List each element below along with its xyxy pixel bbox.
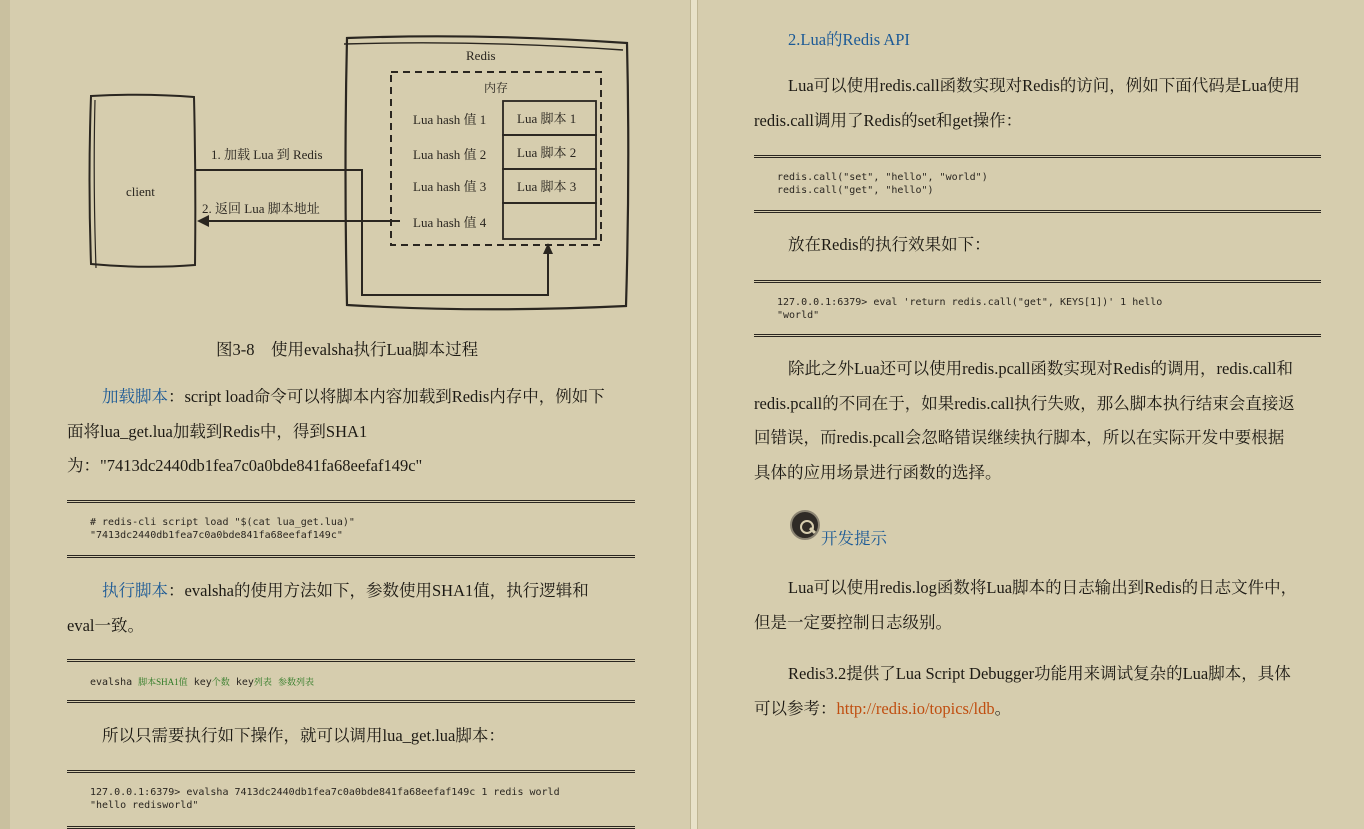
- effect-paragraph: 放在Redis的执行效果如下：: [788, 235, 991, 254]
- debugger-paragraph: Redis3.2提供了Lua Script Debugger功能用来调试复杂的Lua脚本，具体 可以参考：http://redis.io/topics/ldb。: [754, 664, 1291, 718]
- exec-script-term: 执行脚本: [102, 581, 168, 600]
- redis-label: Redis: [466, 48, 496, 63]
- script-cell-4: [503, 203, 596, 239]
- memory-label: 内存: [484, 81, 509, 95]
- exec-script-paragraph: 执行脚本：evalsha的使用方法如下，参数使用SHA1值，执行逻辑和 eval一致。: [67, 581, 589, 635]
- arrow-return-label: 2. 返回 Lua 脚本地址: [202, 201, 320, 216]
- code-block-redis-call: redis.call("set", "hello", "world") redis.call("get", "hello"): [754, 155, 1321, 213]
- redis-log-paragraph: Lua可以使用redis.log函数将Lua脚本的日志输出到Redis的日志文件中， 但是一定要控制日志级别。: [754, 578, 1298, 632]
- client-box: [90, 95, 196, 267]
- script-label-1: Lua 脚本 1: [517, 111, 577, 126]
- evalsha-diagram: [0, 0, 690, 325]
- dev-tip-title: 开发提示: [821, 529, 887, 548]
- redis-box: [346, 36, 629, 309]
- hash-label-2: Lua hash 值 2: [413, 147, 487, 162]
- dev-tip-icon: [790, 510, 820, 540]
- hash-label-1: Lua hash 值 1: [413, 112, 487, 127]
- arrow-load: [195, 170, 548, 295]
- hash-label-4: Lua hash 值 4: [413, 215, 487, 230]
- load-script-term: 加载脚本: [102, 387, 168, 406]
- load-script-paragraph: 加载脚本：script load命令可以将脚本内容加载到Redis内存中，例如下 面将lua_get.lua加载到Redis中，得到SHA1 为："7413dc2440db1fea7c0a0bde841fa68eefaf149c": [67, 387, 605, 475]
- client-label: client: [126, 184, 155, 199]
- ldb-link[interactable]: http://redis.io/topics/ldb: [836, 698, 995, 718]
- code-block-evalsha-run: 127.0.0.1:6379> evalsha 7413dc2440db1fea7c0a0bde841fa68eefaf149c 1 redis world "hello redisworld": [67, 770, 635, 829]
- hash-label-3: Lua hash 值 3: [413, 179, 487, 194]
- redis-call-paragraph: Lua可以使用redis.call函数实现对Redis的访问，例如下面代码是Lua使用 redis.call调用了Redis的set和get操作：: [754, 76, 1300, 130]
- script-label-2: Lua 脚本 2: [517, 145, 577, 160]
- code-block-eval-result: 127.0.0.1:6379> eval 'return redis.call("get", KEYS[1])' 1 hello "world": [754, 280, 1321, 337]
- pcall-paragraph: 除此之外Lua还可以使用redis.pcall函数实现对Redis的调用，redis.call和 redis.pcall的不同在于，如果redis.call执行失败，那么脚本执行结束会直接返 回错误，而redis.pcall会忽略错误继续执行脚本，所以在实际开发中要根据 具体的应用场景进行函数的选择。: [754, 359, 1295, 482]
- code-block-evalsha-usage: evalsha 脚本SHA1值 key个数 key列表 参数列表: [67, 659, 635, 703]
- script-label-3: Lua 脚本 3: [517, 179, 577, 194]
- section-heading: 2.Lua的Redis API: [788, 30, 910, 49]
- arrow-load-label: 1. 加载 Lua 到 Redis: [211, 147, 323, 162]
- figure-caption: 图3-8 使用evalsha执行Lua脚本过程: [216, 340, 479, 359]
- code-block-script-load: # redis-cli script load "$(cat lua_get.lua)" "7413dc2440db1fea7c0a0bde841fa68eefaf149c": [67, 500, 635, 558]
- book-gutter: [690, 0, 698, 829]
- so-paragraph: 所以只需要执行如下操作，就可以调用lua_get.lua脚本：: [102, 726, 505, 745]
